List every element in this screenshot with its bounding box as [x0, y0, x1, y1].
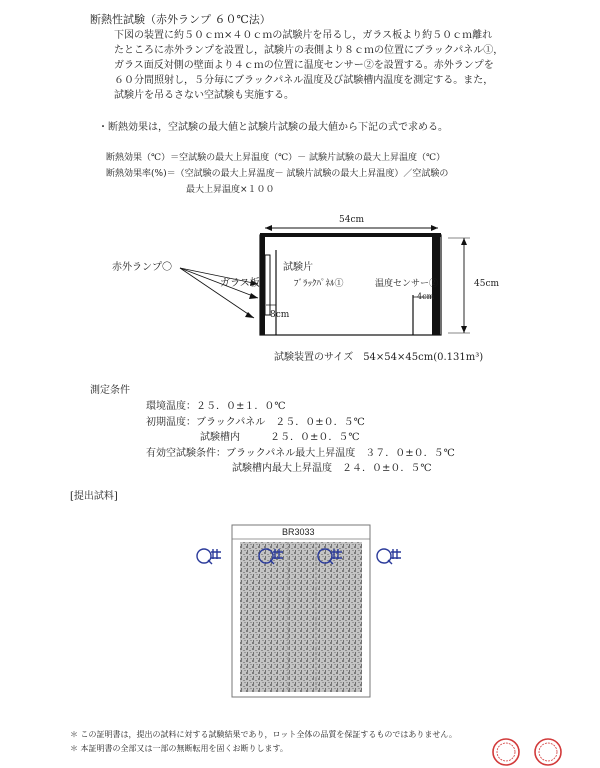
condition-ambient: 環境温度：２５．０±１．０℃ — [146, 401, 286, 412]
submitted-heading: [提出試料] — [70, 491, 118, 502]
red-seal-icon-2 — [535, 739, 561, 765]
paragraph-line-4: ６０分間照射し，５分毎にブラックパネル温度及び試験槽内温度を測定する。また， — [114, 75, 494, 86]
gap-8cm-label: 8cm — [270, 310, 290, 320]
glass-label: ガラス板 — [220, 278, 260, 289]
formula-rate: 断熱効果率(%)＝（空試験の最大上昇温度－ 試験片試験の最大上昇温度）／空試験の — [106, 169, 449, 179]
condition-valid-chamber: 試験槽内最大上昇温度 ２４．０±０．５℃ — [232, 463, 432, 474]
sample-code: BR3033 — [282, 527, 315, 537]
section-title: 断熱性試験（赤外ランプ ６０℃法） — [90, 13, 271, 26]
specimen-label: 試験片 — [283, 262, 313, 273]
lamp-label: 赤外ランプ〇 — [112, 262, 172, 273]
condition-initial-panel: 初期温度：ブラックパネル ２５．０±０．５℃ — [146, 417, 365, 428]
red-seal-icon-1 — [493, 739, 519, 765]
sensor-label: 温度センサー② — [375, 279, 439, 289]
formula-rate-continued: 最大上昇温度×１００ — [186, 185, 275, 195]
paragraph-line-5: 試験片を吊るさない空試験も実施する。 — [114, 90, 294, 101]
footnote-2: ＊ 本証明書の全部又は一部の無断転用を固くお断りします。 — [70, 744, 288, 753]
width-label: 54cm — [339, 215, 365, 225]
height-label: 45cm — [474, 279, 500, 289]
gap-4cm-label: 4cm — [417, 292, 435, 301]
paragraph-line-2: たところに赤外ランプを設置し，試験片の表側より８ｃｍの位置にブラックパネル①， — [114, 45, 504, 56]
formula-effect: 断熱効果（℃）＝空試験の最大上昇温度（℃）－ 試験片試験の最大上昇温度（℃） — [106, 153, 446, 163]
footnote-1: ＊ この証明書は，提出の試料に対する試験結果であり，ロット全体の品質を保証するものではありません。 — [70, 730, 457, 739]
condition-valid-panel: 有効空試験条件：ブラックパネル最大上昇温度 ３７．０±０．５℃ — [146, 448, 455, 459]
paragraph-line-1: 下図の装置に約５０ｃｍ×４０ｃｍの試験片を吊るし，ガラス板より約５０ｃｍ離れ — [114, 30, 493, 41]
effect-bullet: ・断熱効果は，空試験の最大値と試験片試験の最大値から下記の式で求める。 — [98, 122, 448, 133]
size-caption: 試験装置のサイズ 54×54×45cm(0.131m³) — [274, 352, 484, 363]
black-panel-label: ﾌﾞﾗｯｸﾊﾟﾈﾙ① — [294, 279, 344, 289]
conditions-heading: 測定条件 — [90, 385, 130, 396]
condition-initial-chamber: 試験槽内 ２５．０±０．５℃ — [200, 432, 360, 443]
paragraph-line-3: ガラス面反対側の壁面より４ｃｍの位置に温度センサー②を設置する。赤外ランプを — [114, 60, 494, 71]
